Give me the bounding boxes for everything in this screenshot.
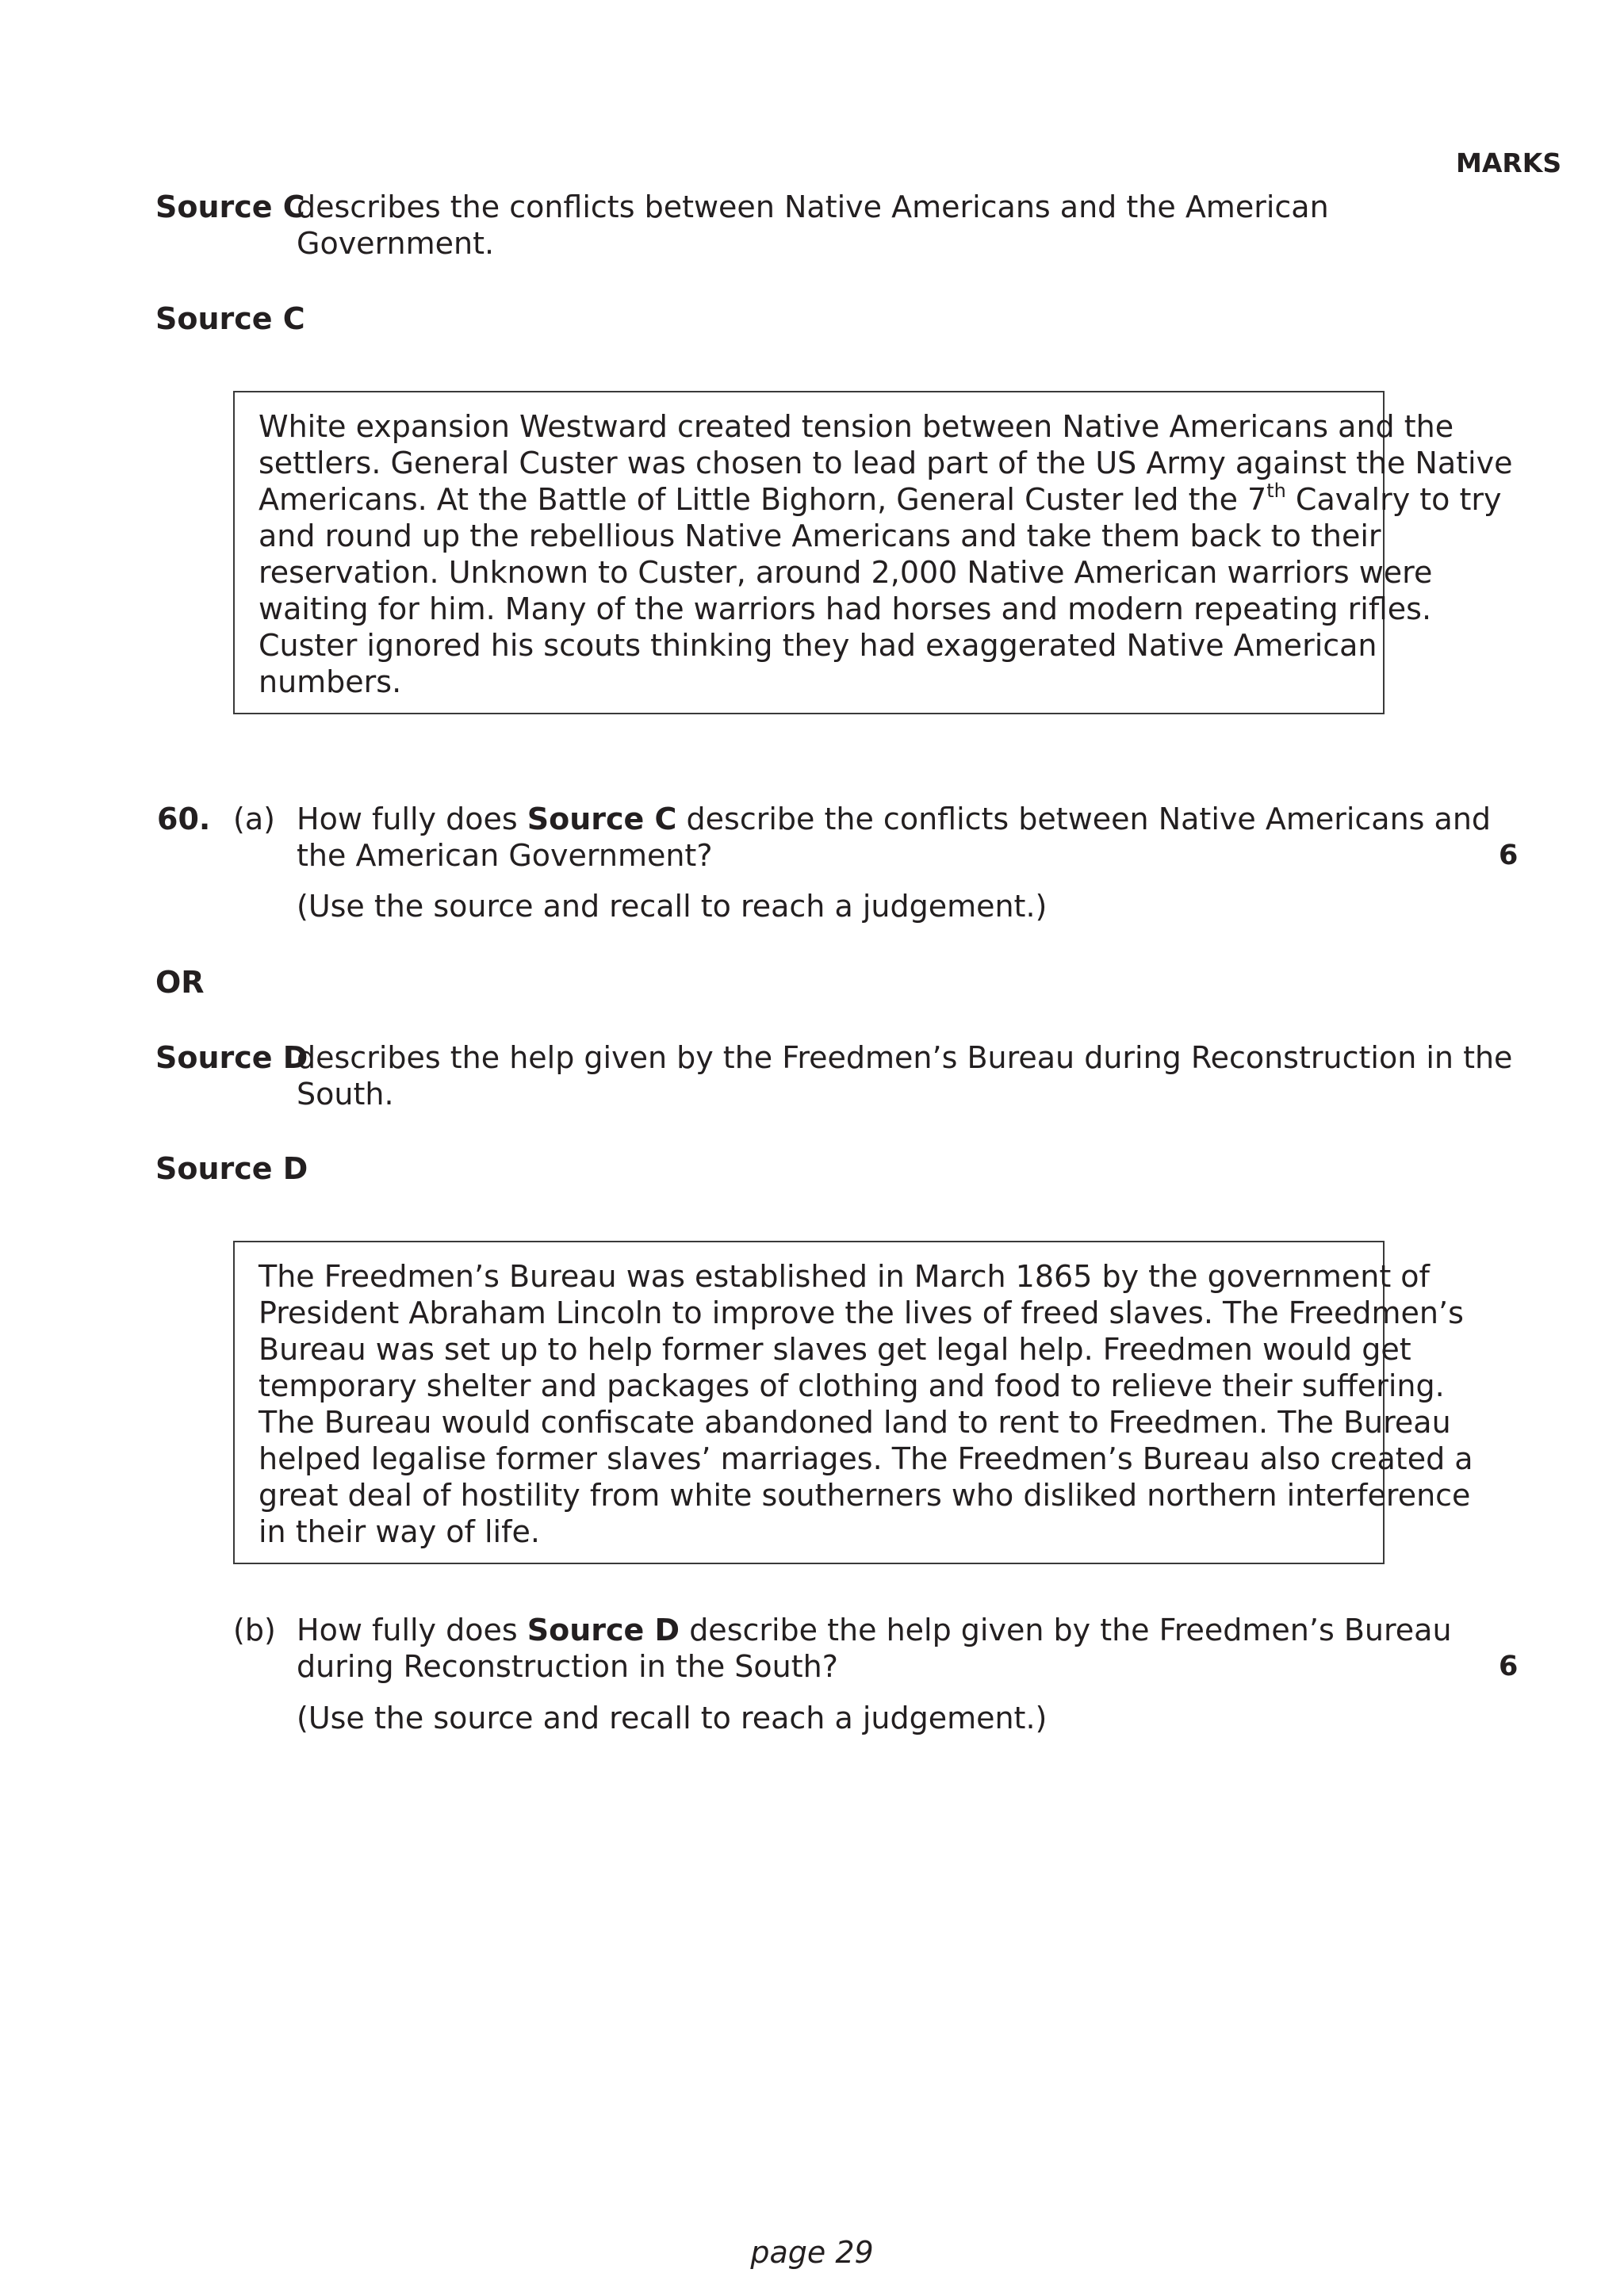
source-c-line: White expansion Westward created tension between Native Americans and the (259, 409, 1454, 444)
source-d-intro-label: Source D (155, 1040, 308, 1075)
source-d-line: in their way of life. (259, 1514, 540, 1549)
or-separator: OR (155, 965, 205, 1000)
source-c-line: waiting for him. Many of the warriors had horses and modern repeating rifles. (259, 591, 1432, 626)
source-c-line: reservation. Unknown to Custer, around 2,000 Native American warriors were (259, 555, 1433, 590)
source-d-line: The Bureau would confiscate abandoned land to rent to Freedmen. The Bureau (259, 1405, 1451, 1440)
source-d-intro-line-1: describes the help given by the Freedmen’s Bureau during Reconstruction in the (297, 1040, 1513, 1075)
source-c-line-3: Americans. At the Battle of Little Bighorn, General Custer led the 7th Cavalry to try (259, 480, 1502, 517)
question-a-line-2: the American Government? (297, 838, 713, 873)
source-c-intro-line-2: Government. (297, 226, 495, 261)
source-d-line: President Abraham Lincoln to improve the lives of freed slaves. The Freedmen’s (259, 1295, 1464, 1330)
question-a-part: (a) (233, 802, 275, 836)
source-d-intro-line-2: South. (297, 1077, 394, 1112)
question-b-line-1: How fully does Source D describe the help given by the Freedmen’s Bureau (297, 1613, 1452, 1647)
question-a-marks: 6 (1499, 840, 1519, 871)
source-c-intro-line-1: describes the conflicts between Native Americans and the American (297, 189, 1329, 224)
question-b-instruction: (Use the source and recall to reach a judgement.) (297, 1701, 1048, 1735)
question-b-part: (b) (233, 1613, 276, 1647)
question-b-line-2: during Reconstruction in the South? (297, 1649, 838, 1684)
source-d-line: helped legalise former slaves’ marriages. The Freedmen’s Bureau also created a (259, 1441, 1473, 1476)
question-a-instruction: (Use the source and recall to reach a judgement.) (297, 889, 1048, 924)
source-d-line: great deal of hostility from white southerners who disliked northern interference (259, 1478, 1471, 1513)
source-d-line: temporary shelter and packages of clothing and food to relieve their suffering. (259, 1368, 1445, 1403)
question-a-line-1: How fully does Source C describe the conflicts between Native Americans and (297, 802, 1492, 836)
source-d-heading: Source D (155, 1151, 308, 1186)
page-number: page 29 (750, 2235, 874, 2270)
source-c-line: settlers. General Custer was chosen to lead part of the US Army against the Native (259, 446, 1513, 480)
ordinal-superscript: th (1266, 480, 1286, 502)
source-c-line: and round up the rebellious Native Americans and take them back to their (259, 519, 1381, 553)
source-c-intro-label: Source C (155, 189, 305, 224)
source-c-box (233, 391, 1513, 714)
source-c-line: Custer ignored his scouts thinking they had exaggerated Native American (259, 628, 1377, 663)
source-d-box (233, 1241, 1473, 1564)
question-number: 60. (157, 802, 211, 836)
question-b-marks: 6 (1499, 1651, 1519, 1682)
source-c-heading: Source C (155, 301, 305, 336)
source-c-line: numbers. (259, 664, 402, 699)
marks-column-heading: MARKS (1456, 147, 1562, 178)
source-d-line: Bureau was set up to help former slaves get legal help. Freedmen would get (259, 1332, 1411, 1367)
source-d-line: The Freedmen’s Bureau was established in March 1865 by the government of (259, 1259, 1430, 1294)
